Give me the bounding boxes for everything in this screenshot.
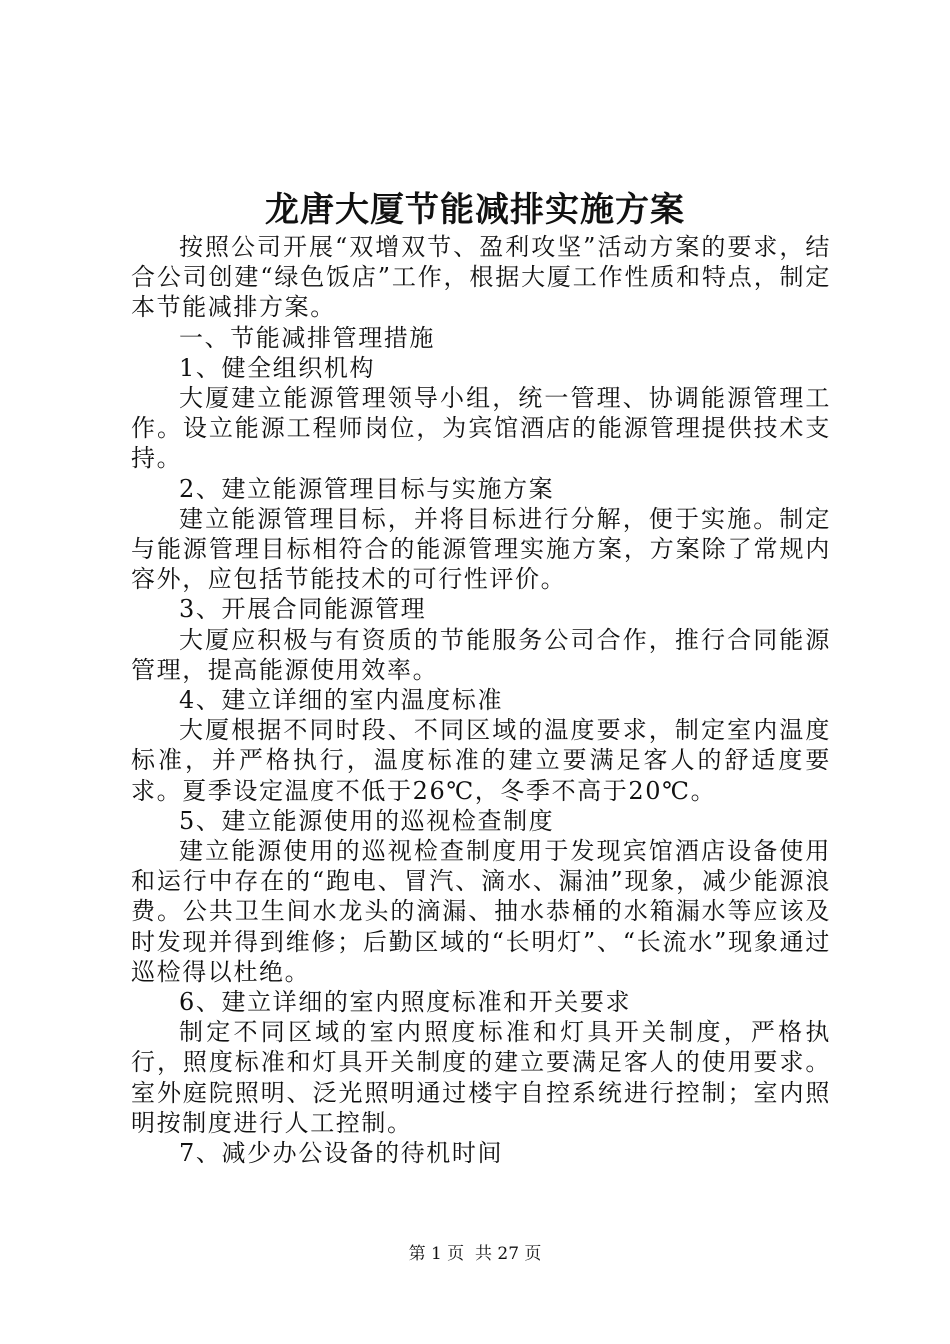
item-heading-7: 7、减少办公设备的待机时间 [179,1139,504,1168]
paragraph-4: 大厦根据不同时段、不同区域的温度要求，制定室内温度标准，并严格执行，温度标准的建立要满足客人的舒适度要求。夏季设定温度不低于26℃，冬季不高于20℃。 [131,716,831,805]
item-heading-2: 2、建立能源管理目标与实施方案 [179,474,555,503]
item-heading-5: 5、建立能源使用的巡视检查制度 [179,806,555,835]
paragraph-3: 大厦应积极与有资质的节能服务公司合作，推行合同能源管理，提高能源使用效率。 [131,625,831,684]
paragraph-1: 大厦建立能源管理领导小组，统一管理、协调能源管理工作。设立能源工程师岗位，为宾馆酒店的能源管理提供技术支持。 [131,384,831,473]
paragraph-6: 制定不同区域的室内照度标准和灯具开关制度，严格执行，照度标准和灯具开关制度的建立要满足客人的使用要求。室外庭院照明、泛光照明通过楼宇自控系统进行控制；室内照明按制度进行人工控制。 [131,1018,831,1137]
paragraph-2: 建立能源管理目标，并将目标进行分解，便于实施。制定与能源管理目标相符合的能源管理实施方案，方案除了常规内容外，应包括节能技术的可行性评价。 [131,504,831,594]
page-number-footer: 第 1 页 共 27 页 [408,1244,542,1264]
paragraph-5: 建立能源使用的巡视检查制度用于发现宾馆酒店设备使用和运行中存在的“跑电、冒汽、滴水、漏油”现象，减少能源浪费。公共卫生间水龙头的滴漏、抽水恭桶的水箱漏水等应该及时发现并得到维修；后勤区域的“长明灯”、“长流水”现象通过巡检得以杜绝。 [131,837,831,986]
document-body [131,232,831,1168]
item-heading-4: 4、建立详细的室内温度标准 [179,686,504,715]
section-heading-measures: 一、节能减排管理措施 [179,323,435,352]
item-heading-6: 6、建立详细的室内照度标准和开关要求 [179,988,632,1017]
item-heading-1: 1、健全组织机构 [179,353,376,382]
item-heading-3: 3、开展合同能源管理 [179,595,427,624]
document-title: 龙唐大厦节能减排实施方案 [265,190,685,230]
paragraph-intro: 按照公司开展“双增双节、盈利攻坚”活动方案的要求，结合公司创建“绿色饭店”工作，根据大厦工作性质和特点，制定本节能减排方案。 [131,233,831,322]
